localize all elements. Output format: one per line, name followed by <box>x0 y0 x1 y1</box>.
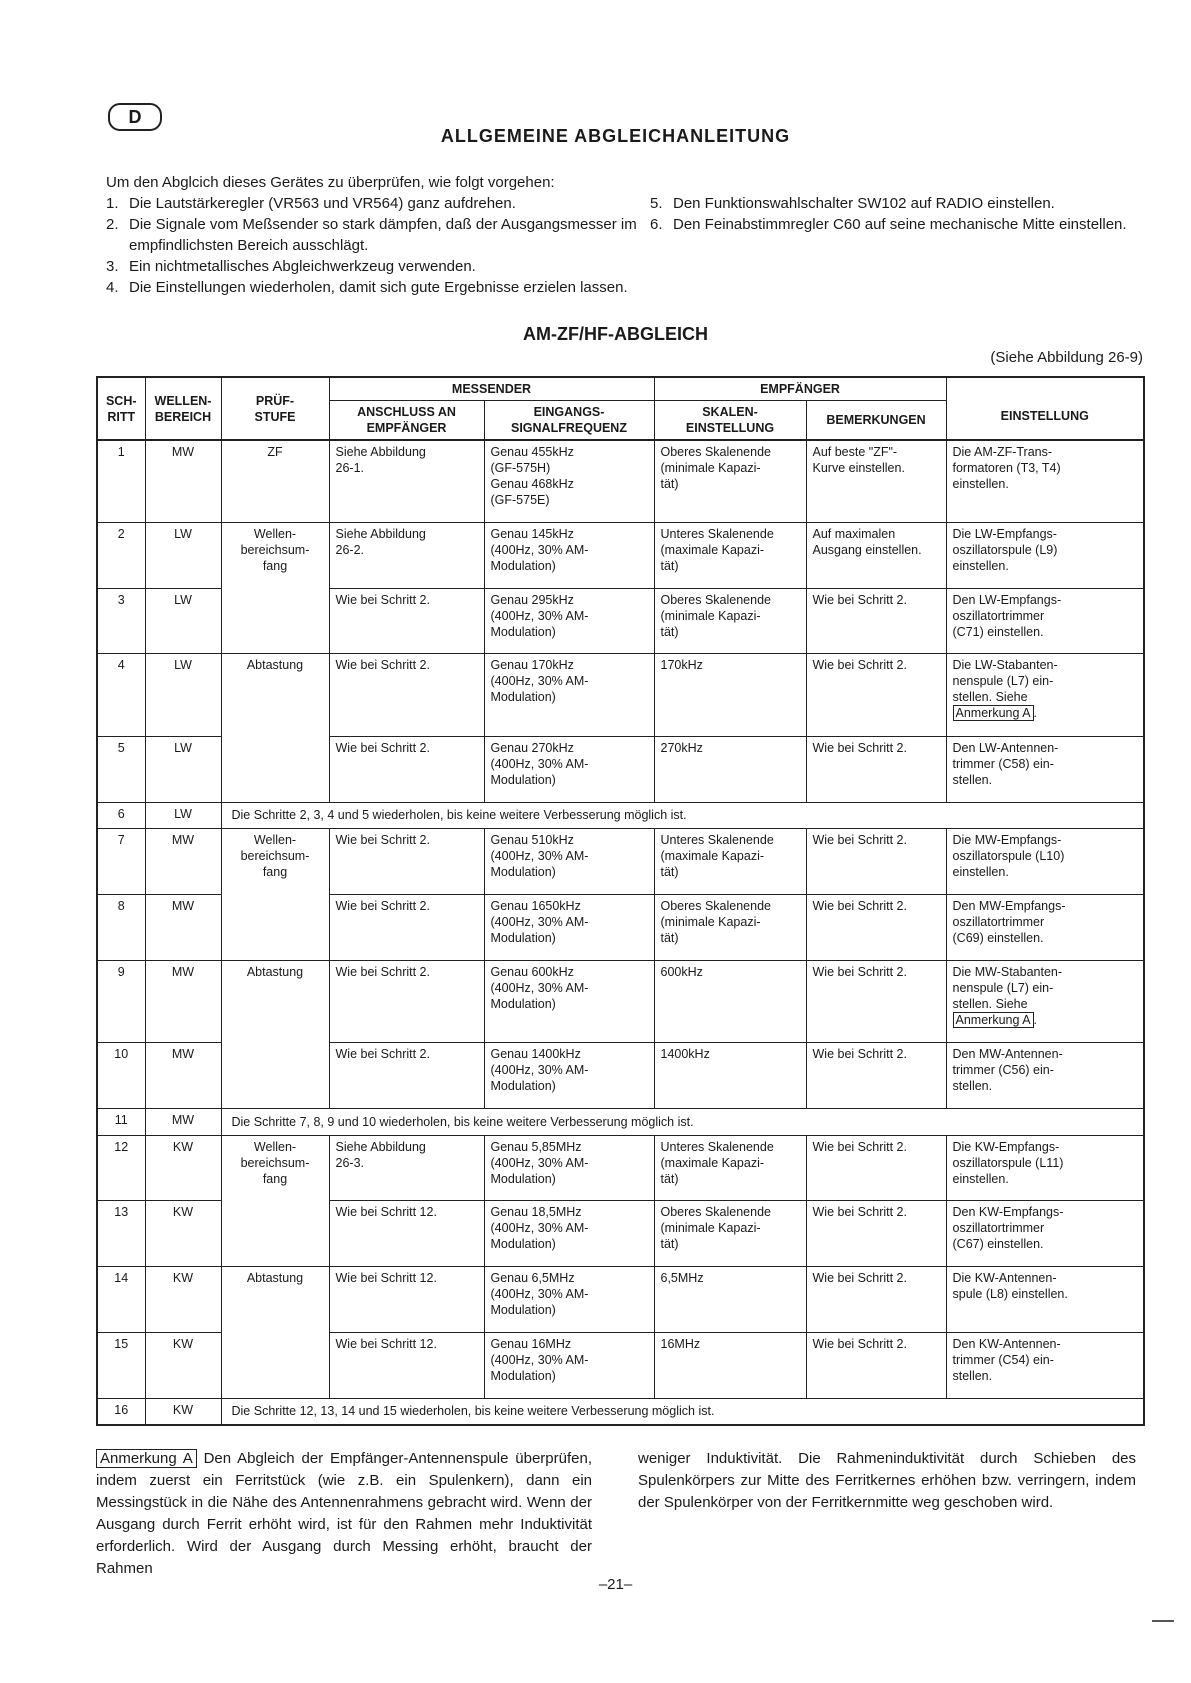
cell-step: 16 <box>97 1398 145 1425</box>
cell-adjustment <box>946 1332 1144 1398</box>
cell-dial-setting: Oberes Skalenende (minimale Kapazi- tät) <box>654 588 806 654</box>
cell-input-signal: Genau 295kHz (400Hz, 30% AM- Modulation) <box>484 588 654 654</box>
cell-dial-setting: 6,5MHz <box>654 1267 806 1333</box>
cell-step: 14 <box>97 1267 145 1333</box>
cell-connect: Wie bei Schritt 2. <box>329 829 484 895</box>
cell-dial-setting: Oberes Skalenende (minimale Kapazi- tät) <box>654 895 806 961</box>
adjustment-text: Den MW-Empfangs- oszillatortrimmer (C69) einstellen. <box>952 899 1066 946</box>
section-title: AM-ZF/HF-ABGLEICH <box>523 324 708 344</box>
cell-input-signal: Genau 16MHz (400Hz, 30% AM- Modulation) <box>484 1332 654 1398</box>
cell-input-signal: Genau 1650kHz (400Hz, 30% AM- Modulation) <box>484 895 654 961</box>
cell-connect: Siehe Abbildung 26-2. <box>329 522 484 588</box>
table-row <box>97 1135 1144 1201</box>
cell-step: 15 <box>97 1332 145 1398</box>
cell-connect: Wie bei Schritt 2. <box>329 736 484 802</box>
cell-remarks: Wie bei Schritt 2. <box>806 1267 946 1333</box>
adjustment-text: Den MW-Antennen- trimmer (C56) ein- stellen. <box>952 1047 1063 1094</box>
cell-connect: Wie bei Schritt 12. <box>329 1332 484 1398</box>
cell-stage: Wellen- bereichsum- fang <box>221 522 329 653</box>
header-messender: MESSENDER <box>329 377 654 401</box>
table-row <box>97 1267 1144 1333</box>
step-number: 5. <box>650 195 663 212</box>
intro-steps-right <box>650 193 1150 235</box>
cell-connect: Wie bei Schritt 12. <box>329 1201 484 1267</box>
cell-stage: Wellen- bereichsum- fang <box>221 829 329 960</box>
cell-dial-setting: Unteres Skalenende (maximale Kapazi- tät) <box>654 522 806 588</box>
cell-input-signal: Genau 18,5MHz (400Hz, 30% AM- Modulation) <box>484 1201 654 1267</box>
cell-band: MW <box>145 1043 221 1109</box>
cell-remarks: Wie bei Schritt 2. <box>806 736 946 802</box>
cell-band: LW <box>145 522 221 588</box>
step-text: Ein nichtmetallisches Abgleichwerkzeug verwenden. <box>129 258 476 275</box>
table-row <box>97 1398 1144 1425</box>
adjustment-text: Die MW-Empfangs- oszillatorspule (L10) einstellen. <box>952 833 1065 880</box>
cell-adjustment <box>946 736 1144 802</box>
cell-band: MW <box>145 960 221 1042</box>
cell-band: MW <box>145 895 221 961</box>
cell-band: LW <box>145 588 221 654</box>
header-remarks: BEMERKUNGEN <box>806 401 946 441</box>
intro-step <box>650 214 1150 235</box>
step-number: 3. <box>106 258 119 275</box>
cell-connect: Siehe Abbildung 26-1. <box>329 440 484 522</box>
page-title: ALLGEMEINE ABGLEICHANLEITUNG <box>440 126 791 146</box>
cell-band: MW <box>145 829 221 895</box>
cell-band: KW <box>145 1398 221 1425</box>
cell-input-signal: Genau 6,5MHz (400Hz, 30% AM- Modulation) <box>484 1267 654 1333</box>
header-connect: ANSCHLUSS AN EMPFÄNGER <box>329 401 484 441</box>
cell-input-signal: Genau 170kHz (400Hz, 30% AM- Modulation) <box>484 654 654 736</box>
cell-adjustment <box>946 1201 1144 1267</box>
adjustment-text: Die LW-Stabanten- nenspule (L7) ein- stellen. Siehe <box>952 658 1058 705</box>
cell-step: 7 <box>97 829 145 895</box>
page-number: –21– <box>598 1576 633 1593</box>
cell-dial-setting: 16MHz <box>654 1332 806 1398</box>
cell-step: 1 <box>97 440 145 522</box>
cell-repeat-note: Die Schritte 2, 3, 4 und 5 wiederholen, bis keine weitere Verbesserung möglich ist. <box>221 802 1144 829</box>
cell-band: LW <box>145 736 221 802</box>
table-row <box>97 802 1144 829</box>
header-band: WELLEN- BEREICH <box>145 377 221 440</box>
note-suffix: . <box>1033 706 1038 721</box>
cell-repeat-note: Die Schritte 7, 8, 9 und 10 wiederholen, bis keine weitere Verbesserung möglich ist. <box>221 1109 1144 1136</box>
intro-step <box>106 214 666 256</box>
intro-step <box>650 193 1150 214</box>
table-header-row <box>97 377 1144 401</box>
note-text-left: Den Abgleich der Empfänger-Antennenspule überprüfen, indem zuerst ein Ferritstück (wie z.B. ein Spulenkern), dann ein Messingstück in die Nähe des Antennenrahmens gebracht wird. Wenn der Ausgang durch Ferrit erhöht wird, ist für den Rahmen mehr Induktivität erforderlich. Wird der Ausgang durch Messing erhöht, braucht der Rahmen <box>96 1450 593 1577</box>
cell-band: KW <box>145 1201 221 1267</box>
cell-adjustment <box>946 1135 1144 1201</box>
cell-stage: Wellen- bereichsum- fang <box>221 1135 329 1266</box>
cell-repeat-note: Die Schritte 12, 13, 14 und 15 wiederholen, bis keine weitere Verbesserung möglich ist. <box>221 1398 1144 1425</box>
table-row <box>97 829 1144 895</box>
note-label: Anmerkung A <box>96 1449 197 1468</box>
cell-dial-setting: 170kHz <box>654 654 806 736</box>
intro-right <box>650 193 1150 235</box>
corner-mark <box>1152 1620 1174 1622</box>
table-row <box>97 654 1144 736</box>
cell-connect: Wie bei Schritt 12. <box>329 1267 484 1333</box>
step-number: 6. <box>650 216 663 233</box>
note-right: weniger Induktivität. Die Rahmeninduktivität durch Schieben des Spulenkörpers zur Mitte des Ferritkernes erhöhen bzw. verringern, indem der Spulenkörper von der Ferritkernmitte weg geschoben wird. <box>638 1450 1136 1511</box>
header-input: EINGANGS- SIGNALFREQUENZ <box>484 401 654 441</box>
cell-dial-setting: Oberes Skalenende (minimale Kapazi- tät) <box>654 440 806 522</box>
cell-step: 9 <box>97 960 145 1042</box>
header-adjust: EINSTELLUNG <box>946 377 1144 440</box>
cell-step: 2 <box>97 522 145 588</box>
adjustment-text: Den KW-Empfangs- oszillatortrimmer (C67) einstellen. <box>952 1205 1064 1252</box>
note-suffix: . <box>1033 1012 1038 1027</box>
cell-dial-setting: 270kHz <box>654 736 806 802</box>
adjustment-text: Die MW-Stabanten- nenspule (L7) ein- stellen. Siehe <box>952 964 1063 1011</box>
intro-step <box>106 193 666 214</box>
cell-input-signal: Genau 1400kHz (400Hz, 30% AM- Modulation) <box>484 1043 654 1109</box>
cell-adjustment <box>946 895 1144 961</box>
cell-remarks: Auf beste "ZF"- Kurve einstellen. <box>806 440 946 522</box>
cell-connect: Wie bei Schritt 2. <box>329 960 484 1042</box>
cell-connect: Wie bei Schritt 2. <box>329 895 484 961</box>
cell-band: MW <box>145 1109 221 1136</box>
cell-dial-setting: Unteres Skalenende (maximale Kapazi- tät) <box>654 829 806 895</box>
cell-step: 13 <box>97 1201 145 1267</box>
table-row <box>97 440 1144 522</box>
adjustment-text: Den LW-Antennen- trimmer (C58) ein- stellen. <box>952 740 1059 787</box>
cell-connect: Wie bei Schritt 2. <box>329 654 484 736</box>
adjustment-text: Den LW-Empfangs- oszillatortrimmer (C71) einstellen. <box>952 592 1062 639</box>
table-row <box>97 1109 1144 1136</box>
cell-input-signal: Genau 455kHz (GF-575H) Genau 468kHz (GF-575E) <box>484 440 654 522</box>
cell-remarks: Wie bei Schritt 2. <box>806 588 946 654</box>
step-number: 2. <box>106 216 119 233</box>
cell-adjustment <box>946 1043 1144 1109</box>
cell-input-signal: Genau 600kHz (400Hz, 30% AM- Modulation) <box>484 960 654 1042</box>
cell-dial-setting: Oberes Skalenende (minimale Kapazi- tät) <box>654 1201 806 1267</box>
cell-step: 8 <box>97 895 145 961</box>
adjustment-text: Die KW-Empfangs- oszillatorspule (L11) einstellen. <box>952 1139 1064 1186</box>
figure-reference: (Siehe Abbildung 26-9) <box>990 349 1143 366</box>
cell-band: LW <box>145 802 221 829</box>
cell-adjustment <box>946 829 1144 895</box>
note-reference: Anmerkung A <box>953 1012 1034 1028</box>
intro-steps-left <box>106 193 666 298</box>
cell-band: MW <box>145 440 221 522</box>
header-dial: SKALEN- EINSTELLUNG <box>654 401 806 441</box>
cell-dial-setting: 1400kHz <box>654 1043 806 1109</box>
cell-step: 4 <box>97 654 145 736</box>
adjustment-text: Die KW-Antennen- spule (L8) einstellen. <box>952 1271 1068 1302</box>
cell-step: 12 <box>97 1135 145 1201</box>
step-text: Die Lautstärkeregler (VR563 und VR564) ganz aufdrehen. <box>129 195 516 212</box>
note-reference: Anmerkung A <box>953 705 1034 721</box>
step-text: Den Funktionswahlschalter SW102 auf RADIO einstellen. <box>673 195 1055 212</box>
cell-adjustment <box>946 1267 1144 1333</box>
adjustment-text: Die AM-ZF-Trans- formatoren (T3, T4) einstellen. <box>952 445 1061 491</box>
cell-remarks: Wie bei Schritt 2. <box>806 1135 946 1201</box>
cell-stage: Abtastung <box>221 654 329 802</box>
cell-step: 5 <box>97 736 145 802</box>
intro-step <box>106 277 666 298</box>
cell-input-signal: Genau 270kHz (400Hz, 30% AM- Modulation) <box>484 736 654 802</box>
intro-lead: Um den Abglcich dieses Gerätes zu überprüfen, wie folgt vorgehen: <box>106 174 555 191</box>
cell-adjustment <box>946 522 1144 588</box>
cell-connect: Siehe Abbildung 26-3. <box>329 1135 484 1201</box>
cell-step: 11 <box>97 1109 145 1136</box>
step-number: 1. <box>106 195 119 212</box>
cell-remarks: Wie bei Schritt 2. <box>806 1201 946 1267</box>
cell-remarks: Wie bei Schritt 2. <box>806 960 946 1042</box>
cell-step: 10 <box>97 1043 145 1109</box>
cell-connect: Wie bei Schritt 2. <box>329 1043 484 1109</box>
table-body <box>97 440 1144 1425</box>
cell-stage: Abtastung <box>221 1267 329 1398</box>
cell-stage: ZF <box>221 440 329 522</box>
cell-band: KW <box>145 1267 221 1333</box>
cell-adjustment <box>946 588 1144 654</box>
cell-adjustment <box>946 654 1144 736</box>
cell-adjustment <box>946 440 1144 522</box>
cell-adjustment <box>946 960 1144 1042</box>
cell-step: 3 <box>97 588 145 654</box>
cell-remarks: Wie bei Schritt 2. <box>806 829 946 895</box>
step-text: Den Feinabstimmregler C60 auf seine mechanische Mitte einstellen. <box>673 216 1127 233</box>
cell-band: KW <box>145 1135 221 1201</box>
cell-connect: Wie bei Schritt 2. <box>329 588 484 654</box>
step-text: Die Signale vom Meßsender so stark dämpfen, daß der Ausgangsmesser im empfindlichsten Bereich ausschlägt. <box>129 216 637 254</box>
header-step: SCH- RITT <box>97 377 145 440</box>
language-badge: D <box>108 103 162 131</box>
intro-step <box>106 256 666 277</box>
header-stage: PRÜF- STUFE <box>221 377 329 440</box>
cell-step: 6 <box>97 802 145 829</box>
table-row <box>97 522 1144 588</box>
adjustment-text: Die LW-Empfangs- oszillatorspule (L9) einstellen. <box>952 526 1058 573</box>
adjustment-text: Den KW-Antennen- trimmer (C54) ein- stellen. <box>952 1336 1061 1383</box>
intro-left <box>106 172 666 298</box>
alignment-table <box>96 376 1145 1426</box>
cell-remarks: Wie bei Schritt 2. <box>806 654 946 736</box>
step-text: Die Einstellungen wiederholen, damit sich gute Ergebnisse erzielen lassen. <box>129 279 628 296</box>
header-empfaenger: EMPFÄNGER <box>654 377 946 401</box>
note-left <box>96 1448 592 1580</box>
cell-remarks: Wie bei Schritt 2. <box>806 1332 946 1398</box>
table-row <box>97 960 1144 1042</box>
cell-dial-setting: Unteres Skalenende (maximale Kapazi- tät) <box>654 1135 806 1201</box>
cell-remarks: Wie bei Schritt 2. <box>806 1043 946 1109</box>
cell-band: LW <box>145 654 221 736</box>
cell-remarks: Wie bei Schritt 2. <box>806 895 946 961</box>
step-number: 4. <box>106 279 119 296</box>
cell-stage: Abtastung <box>221 960 329 1108</box>
cell-remarks: Auf maximalen Ausgang einstellen. <box>806 522 946 588</box>
cell-input-signal: Genau 145kHz (400Hz, 30% AM- Modulation) <box>484 522 654 588</box>
cell-input-signal: Genau 5,85MHz (400Hz, 30% AM- Modulation) <box>484 1135 654 1201</box>
cell-input-signal: Genau 510kHz (400Hz, 30% AM- Modulation) <box>484 829 654 895</box>
cell-band: KW <box>145 1332 221 1398</box>
cell-dial-setting: 600kHz <box>654 960 806 1042</box>
